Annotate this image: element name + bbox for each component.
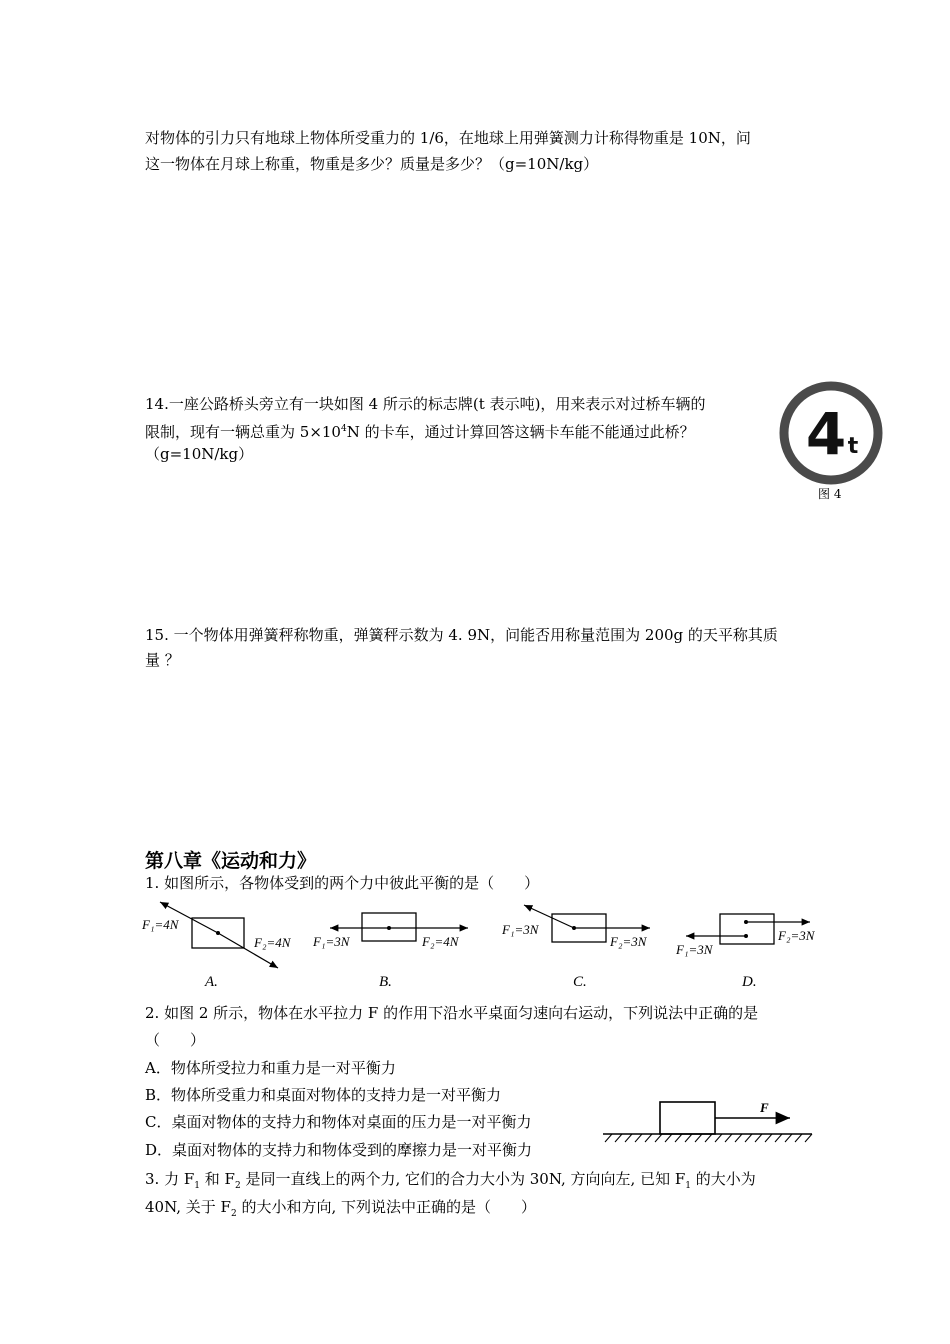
c2-choice-c: C．桌面对物体的支持力和物体对桌面的压力是一对平衡力 bbox=[145, 1113, 532, 1131]
option-c-f2-label: F₂=3N bbox=[610, 934, 647, 949]
option-a-f1-label: F₁=4N bbox=[142, 917, 179, 932]
block bbox=[660, 1102, 715, 1134]
table-hatching bbox=[605, 1134, 812, 1142]
q15-line1: 15. 一个物体用弹簧秤称物重，弹簧秤示数为 4. 9N，问能否用称量范围为 200g 的天平称其质 bbox=[145, 626, 778, 644]
q14-line1: 14.一座公路桥头旁立有一块如图 4 所示的标志牌(t 表示吨)，用来表示对过桥车辆的 bbox=[145, 395, 706, 413]
option-d-f2-label: F₂=3N bbox=[778, 928, 815, 943]
c1-force-diagrams bbox=[140, 898, 840, 998]
q13-line1: 对物体的引力只有地球上物体所受重力的 1/6，在地球上用弹簧测力计称得物重是 10N，问 bbox=[145, 129, 751, 147]
option-c-label: C. bbox=[573, 974, 587, 990]
q15-line2: 量 ？ bbox=[145, 651, 180, 669]
force-label: F bbox=[760, 1100, 769, 1115]
c2-block-figure bbox=[600, 1092, 815, 1146]
option-b-f1-label: F₁=3N bbox=[313, 934, 350, 949]
c3-line1: 3. 力 $F_1$ 和 $F_2$ 是同一直线上的两个力, 它们的合力大小为 30N, 方向向左, 已知 $F_1$ 的大小为 bbox=[145, 1170, 756, 1191]
q14-line3: （g=10N/kg） bbox=[145, 445, 254, 463]
option-d-box bbox=[720, 914, 774, 944]
sign-unit: t bbox=[847, 434, 859, 459]
option-d-label: D. bbox=[742, 974, 757, 990]
c2-choice-a: A．物体所受拉力和重力是一对平衡力 bbox=[145, 1059, 396, 1077]
option-c-diagram bbox=[501, 905, 650, 949]
option-d-diagram bbox=[675, 914, 816, 957]
q14-line2: 限制，现有一辆总重为 $5\times 10^4N$ 的卡车，通过计算回答这辆卡车能不能通过此桥？ bbox=[145, 423, 695, 441]
option-b-label: B. bbox=[379, 974, 392, 990]
figure-caption: 图 4 bbox=[818, 487, 842, 501]
weight-limit-sign bbox=[778, 380, 884, 486]
option-b-f2-label: F₂=4N bbox=[422, 934, 459, 949]
option-d-f1-label: F₁=3N bbox=[676, 942, 713, 957]
option-a-f2-label: F₂=4N bbox=[254, 935, 291, 950]
c2-choice-b: B．物体所受重力和桌面对物体的支持力是一对平衡力 bbox=[145, 1086, 502, 1104]
chapter-title: 第八章《运动和力》 bbox=[145, 850, 317, 872]
option-b-diagram bbox=[312, 913, 468, 949]
c1-stem: 1. 如图所示，各物体受到的两个力中彼此平衡的是（ ） bbox=[145, 874, 540, 892]
option-a-label: A. bbox=[205, 974, 218, 990]
q13-line2: 这一物体在月球上称重，物重是多少？质量是多少？（g=10N/kg） bbox=[145, 155, 599, 173]
sign-number: 4 bbox=[805, 400, 847, 468]
c2-answer-paren: （ ） bbox=[145, 1031, 206, 1049]
c2-stem: 2. 如图 2 所示，物体在水平拉力 F 的作用下沿水平桌面匀速向右运动，下列说法中正确的是 bbox=[145, 1004, 759, 1022]
option-a-diagram bbox=[141, 902, 292, 968]
option-c-f1-label: F₁=3N bbox=[502, 922, 539, 937]
c2-choice-d: D．桌面对物体的支持力和物体受到的摩擦力是一对平衡力 bbox=[145, 1141, 533, 1159]
c3-line2: 40N, 关于 $F_2$ 的大小和方向, 下列说法中正确的是（ ） bbox=[145, 1198, 537, 1219]
